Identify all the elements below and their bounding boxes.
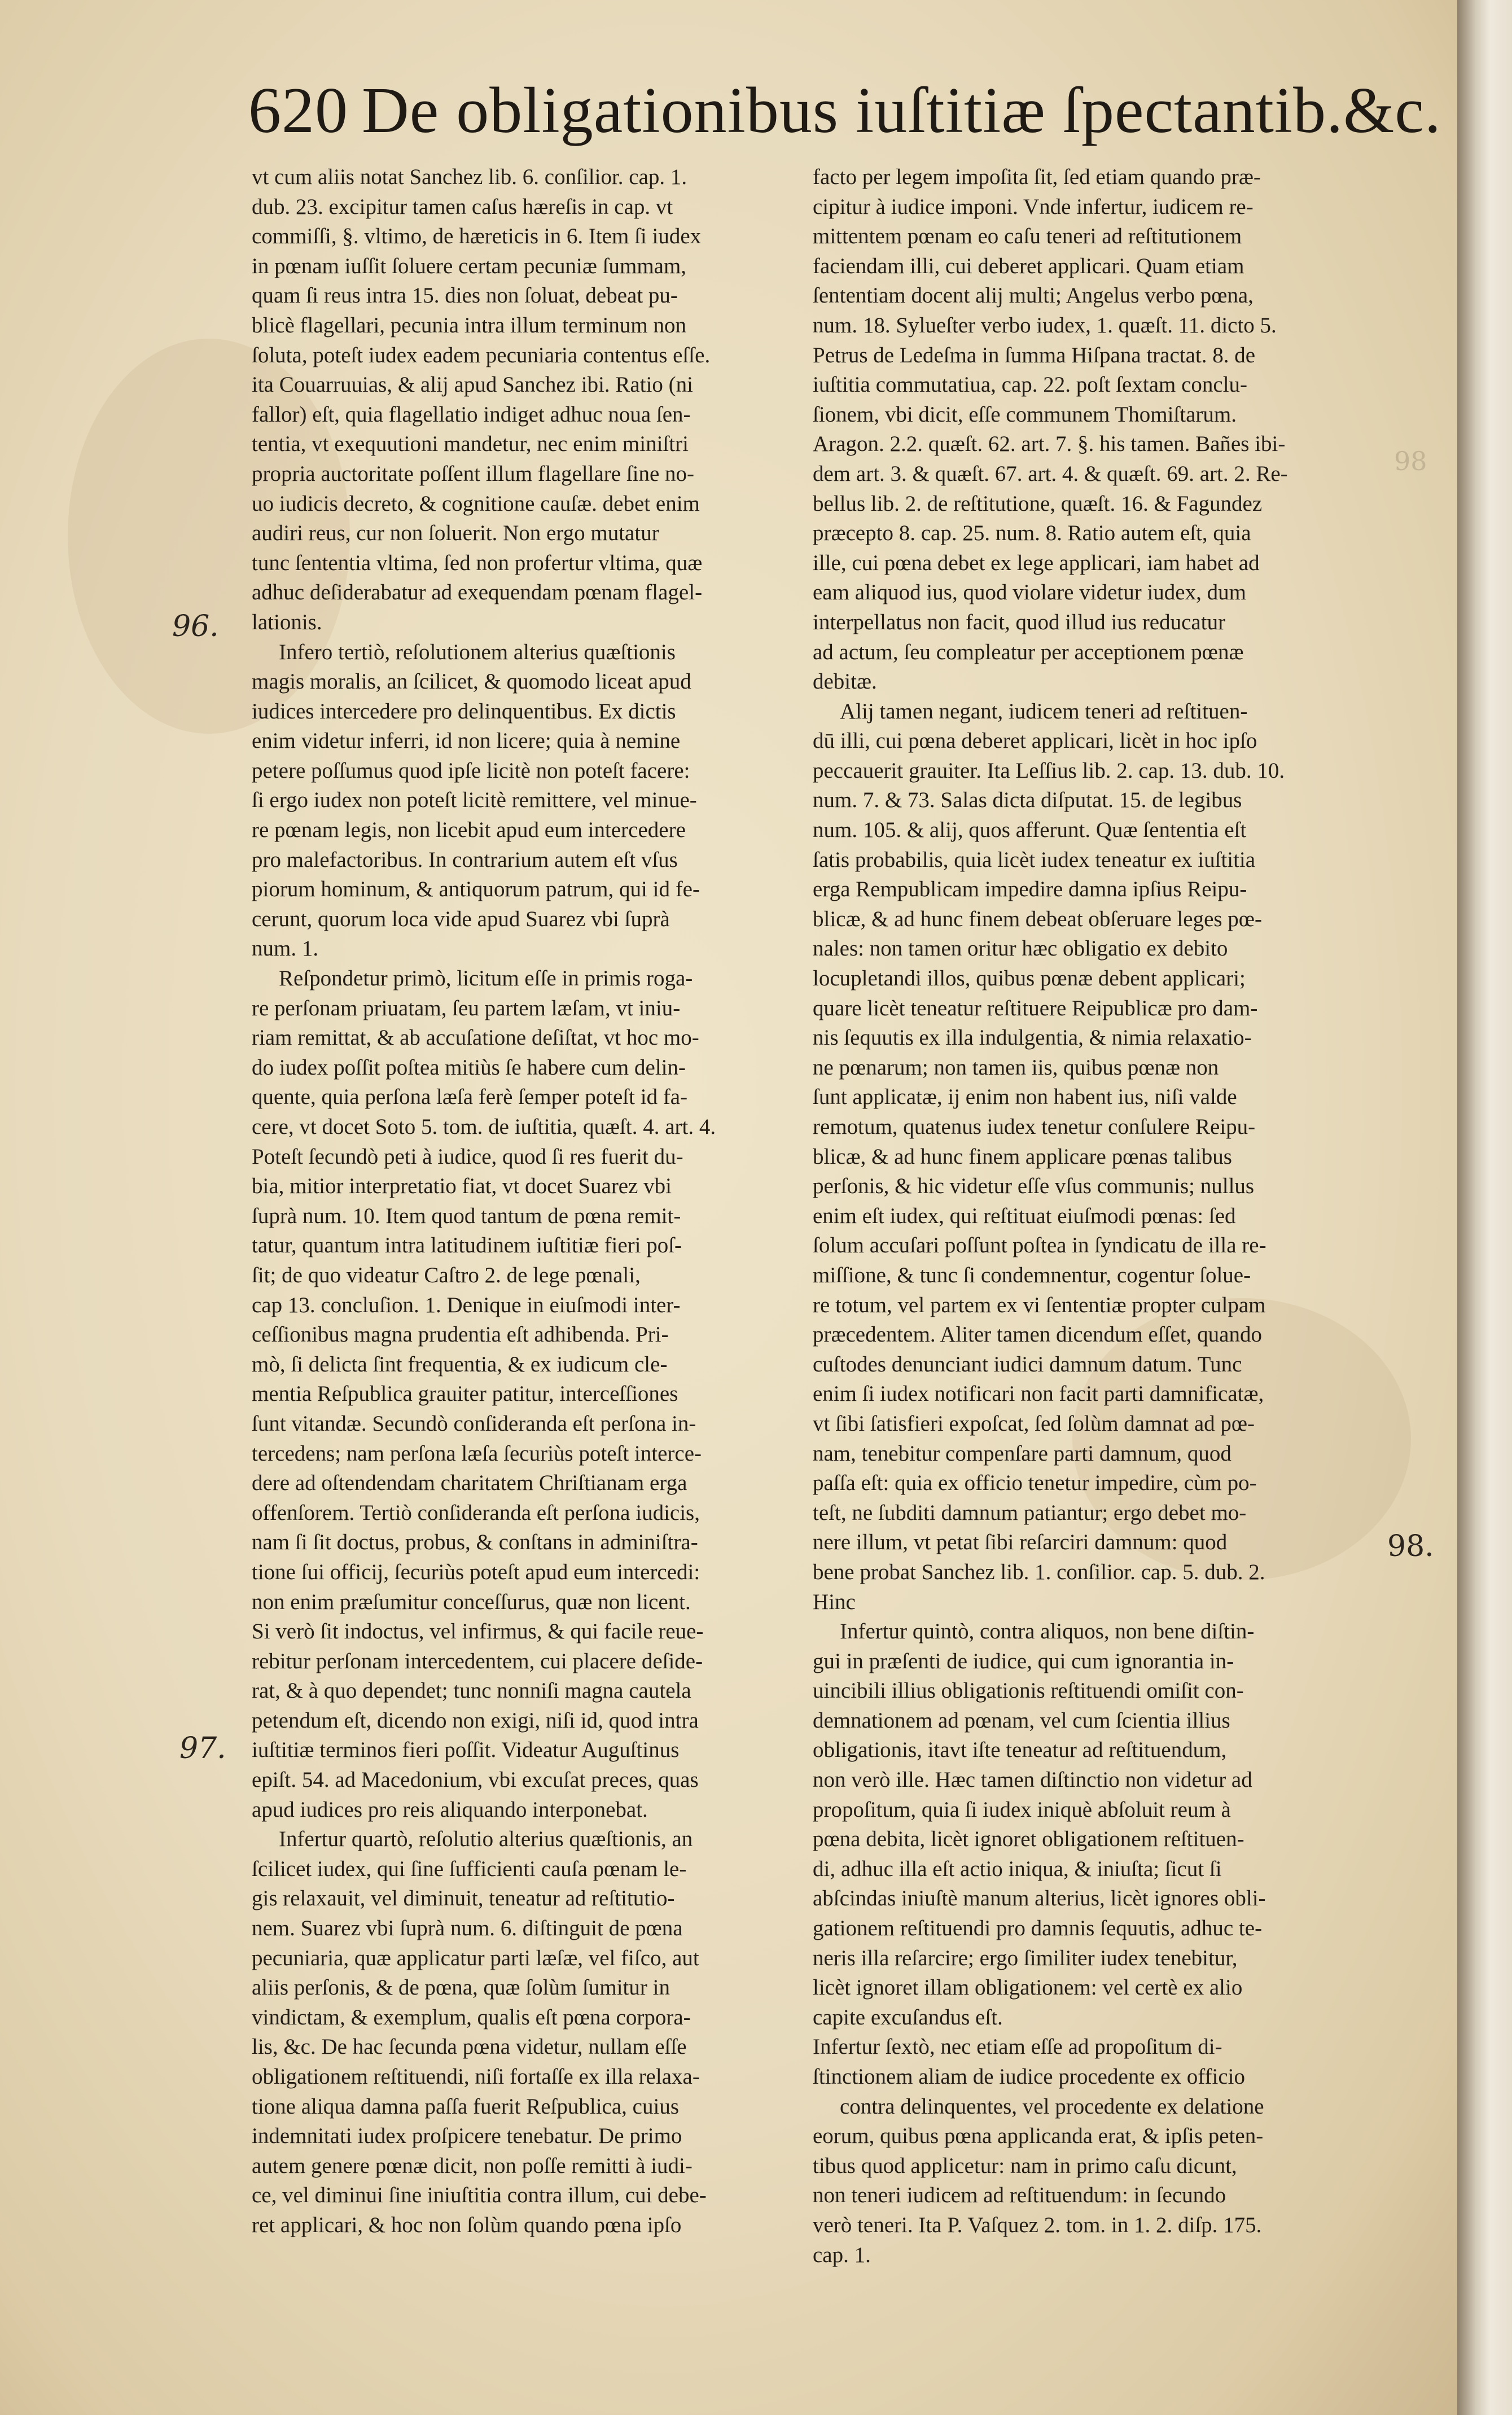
text-line: quente, quia perſona læſa ferè ſemper poteſt id fa- [252, 1085, 688, 1110]
text-line: nem. Suarez vbi ſuprà num. 6. diſtinguit de pœna [252, 1916, 683, 1941]
text-line: ſolum accuſari poſſunt poſtea in ſyndicatu de illa re- [813, 1233, 1266, 1258]
text-line: quare licèt teneatur reſtituere Reipublicæ pro dam- [813, 996, 1258, 1020]
text-line: autem genere pœnæ dicit, non poſſe remitti à iudi- [252, 2153, 693, 2178]
text-line: tione aliqua damna paſſa fuerit Reſpublica, cuius [252, 2094, 679, 2119]
running-title: De obligationibus iuſtitiæ ſpectantib.&c. [362, 74, 1441, 147]
text-line: petere poſſumus quod ipſe licitè non poteſt facere: [252, 758, 690, 783]
text-line: nis ſequutis ex illa indulgentia, & nimia relaxatio- [813, 1025, 1252, 1050]
margin-number-96: 96. [172, 610, 219, 643]
text-line: ſententiam docent alij multi; Angelus verbo pœna, [813, 283, 1254, 308]
text-line: ille, cui pœna debet ex lege applicari, iam habet ad [813, 550, 1260, 575]
text-line: cap 13. concluſion. 1. Denique in eiuſmodi inter- [252, 1292, 681, 1317]
text-line: præcepto 8. cap. 25. num. 8. Ratio autem eſt, quia [813, 521, 1251, 546]
text-line: Si verò ſit indoctus, vel infirmus, & qui facile reue- [252, 1619, 704, 1644]
text-line: tercedens; nam perſona læſa ſecuriùs poteſt interce- [252, 1441, 702, 1466]
text-line: do iudex poſſit poſtea mitiùs ſe habere cum delin- [252, 1055, 686, 1080]
text-line: quam ſi reus intra 15. dies non ſoluat, debeat pu- [252, 283, 678, 308]
text-line: peccauerit grauiter. Ita Leſſius lib. 2. cap. 13. dub. 10. [813, 758, 1285, 783]
text-line: ne pœnarum; non tamen iis, quibus pœnæ non [813, 1055, 1219, 1080]
text-line: num. 7. & 73. Salas dicta diſputat. 15. de legibus [813, 788, 1242, 813]
text-line: ſatis probabilis, quia licèt iudex teneatur ex iuſtitia [813, 847, 1256, 872]
text-line: eorum, quibus pœna applicanda erat, & ipſis peten- [813, 2124, 1264, 2149]
text-line: num. 18. Sylueſter verbo iudex, 1. quæſt. 11. dicto 5. [813, 313, 1277, 338]
text-line: cuſtodes denunciant iudici damnum datum. Tunc [813, 1352, 1242, 1377]
text-line: bia, mitior interpretatio fiat, vt docet Suarez vbi [252, 1174, 672, 1199]
text-line: paſſa eſt: quia ex officio tenetur impedire, cùm po- [813, 1471, 1257, 1496]
text-line: ſunt applicatæ, ij enim non habent ius, niſi valde [813, 1085, 1237, 1110]
text-line: iuſtitiæ terminos fieri poſſit. Videatur Auguſtinus [252, 1738, 680, 1763]
text-line: di, adhuc illa eſt actio iniqua, & iniuſta; ſicut ſi [813, 1856, 1222, 1881]
text-line: bene probat Sanchez lib. 1. conſilior. cap. 5. dub. 2. [813, 1559, 1265, 1584]
text-line: re pœnam legis, non licebit apud eum intercedere [252, 818, 686, 843]
text-line: tibus quod applicetur: nam in primo caſu dicunt, [813, 2153, 1237, 2178]
margin-number-faint: 98 [1394, 446, 1427, 476]
text-line: ſionem, vbi dicit, eſſe communem Thomiſtarum. [813, 402, 1237, 427]
text-line: ad actum, ſeu compleatur per acceptionem pœnæ [813, 639, 1244, 664]
text-line: Infertur quintò, contra aliquos, non bene diſtin- [840, 1619, 1255, 1644]
text-line: interpellatus non facit, quod illud ius reducatur [813, 610, 1226, 634]
text-line: Alij tamen negant, iudicem teneri ad reſtituen- [840, 699, 1248, 724]
text-line: aliis perſonis, & de pœna, quæ ſolùm ſumitur in [252, 1975, 670, 2000]
text-line: locupletandi illos, quibus pœnæ debent applicari; [813, 966, 1246, 991]
text-line: miſſione, & tunc ſi condemnentur, cogentur ſolue- [813, 1263, 1251, 1287]
text-line: lis, &c. De hac ſecunda pœna videtur, nullam eſſe [252, 2035, 687, 2059]
text-line: ſtinctionem aliam de iudice procedente ex officio [813, 2065, 1245, 2089]
text-line: apud iudices pro reis aliquando interponebat. [252, 1797, 648, 1822]
text-line: gui in præſenti de iudice, qui cum ignorantia in- [813, 1649, 1234, 1673]
text-line: dere ad oſtendendam charitatem Chriſtianam erga [252, 1471, 687, 1496]
text-line: ita Couarruuias, & alij apud Sanchez ibi. Ratio (ni [252, 372, 693, 397]
text-line: re totum, vel partem ex vi ſententiæ propter culpam [813, 1292, 1266, 1317]
text-line: petendum eſt, dicendo non exigi, niſi id, quod intra [252, 1708, 699, 1733]
text-line: Hinc [813, 1589, 856, 1614]
text-line: in pœnam iuſſit ſoluere certam pecuniæ ſummam, [252, 253, 687, 278]
left-text-column [252, 163, 781, 2241]
text-line: nam, tenebitur compenſare parti damnum, quod [813, 1441, 1231, 1466]
text-line: offenſorem. Tertiò conſideranda eſt perſona iudicis, [252, 1500, 700, 1525]
text-line: num. 105. & alij, quos afferunt. Quæ ſententia eſt [813, 818, 1247, 843]
right-text-column [813, 163, 1355, 2270]
text-line: ſcilicet iudex, qui ſine ſufficienti cauſa pœnam le- [252, 1856, 687, 1881]
next-page-edge [1457, 0, 1512, 2415]
text-line: nere illum, vt petat ſibi reſarciri damnum: quod [813, 1530, 1228, 1555]
text-line: vt ſibi ſatisfieri expoſcat, ſed ſolùm damnat ad pœ- [813, 1411, 1255, 1436]
text-line: demnationem ad pœnam, vel cum ſcientia illius [813, 1708, 1230, 1733]
text-line: blicè flagellari, pecunia intra illum terminum non [252, 313, 687, 338]
text-line: propoſitum, quia ſi iudex iniquè abſoluit reum à [813, 1797, 1231, 1822]
text-line: enim eſt iudex, qui reſtituat eiuſmodi pœnas: ſed [813, 1203, 1236, 1228]
text-line: blicæ, & ad hunc finem applicare pœnas talibus [813, 1144, 1232, 1169]
text-line: neris illa reſarcire; ergo ſimiliter iudex tenebitur, [813, 1945, 1238, 1970]
text-line: licèt ignoret illam obligationem: vel certè ex alio [813, 1975, 1243, 2000]
text-line: ſuprà num. 10. Item quod tantum de pœna remit- [252, 1203, 681, 1228]
text-line: enim videtur inferri, id non licere; quia à nemine [252, 729, 681, 753]
text-line: cere, vt docet Soto 5. tom. de iuſtitia, quæſt. 4. art. 4. [252, 1115, 716, 1139]
text-line: facto per legem impoſita ſit, ſed etiam quando præ- [813, 165, 1261, 189]
text-line: Infertur quartò, reſolutio alterius quæſtionis, an [279, 1827, 693, 1852]
text-line: audiri reus, cur non ſoluerit. Non ergo mutatur [252, 521, 659, 546]
text-line: faciendam illi, cui deberet applicari. Quam etiam [813, 253, 1244, 278]
text-line: dub. 23. excipitur tamen caſus hæreſis in cap. vt [252, 194, 673, 219]
text-line: tione ſui officij, ſecuriùs poteſt apud eum intercedi: [252, 1559, 700, 1584]
text-line: obligationem reſtituendi, niſi fortaſſe ex illa relaxa- [252, 2065, 700, 2089]
text-line: vt cum aliis notat Sanchez lib. 6. conſilior. cap. 1. [252, 165, 687, 189]
text-line: iudices intercedere pro delinquentibus. Ex dictis [252, 699, 676, 724]
text-line: nales: non tamen oritur hæc obligatio ex debito [813, 936, 1228, 961]
text-line: num. 1. [252, 936, 319, 961]
text-line: iuſtitia commutatiua, cap. 22. poſt ſextam conclu- [813, 372, 1248, 397]
text-line: rebitur perſonam intercedentem, cui placere deſide- [252, 1649, 703, 1673]
text-line: riam remittat, & ab accuſatione deſiſtat, vt hoc mo- [252, 1025, 699, 1050]
text-line: ſit; de quo videatur Caſtro 2. de lege pœnali, [252, 1263, 641, 1287]
text-line: re perſonam priuatam, ſeu partem læſam, vt iniu- [252, 996, 681, 1020]
page-header [248, 73, 1441, 158]
text-line: Reſpondetur primò, licitum eſſe in primis roga- [279, 966, 693, 991]
text-line: tunc ſententia vltima, ſed non profertur vltima, quæ [252, 550, 703, 575]
text-line: verò teneri. Ita P. Vaſquez 2. tom. in 1. 2. diſp. 175. [813, 2212, 1262, 2237]
text-line: non verò ille. Hæc tamen diſtinctio non videtur ad [813, 1768, 1252, 1792]
text-line: Infertur ſextò, nec etiam eſſe ad propoſitum di- [813, 2035, 1222, 2059]
text-line: commiſſi, §. vltimo, de hæreticis in 6. Item ſi iudex [252, 224, 702, 249]
text-line: perſonis, & hic videtur eſſe vſus communis; nullus [813, 1174, 1255, 1199]
text-line: Poteſt ſecundò peti à iudice, quod ſi res fuerit du- [252, 1144, 683, 1169]
text-line: fallor) eſt, quia flagellatio indiget adhuc noua ſen- [252, 402, 691, 427]
text-line: debitæ. [813, 669, 877, 694]
text-line: obligationis, itavt iſte teneatur ad reſtituendum, [813, 1738, 1227, 1763]
text-line: gationem reſtituendi pro damnis ſequutis, adhuc te- [813, 1916, 1263, 1941]
text-line: cap. 1. [813, 2242, 871, 2267]
text-line: abſcindas iniuſtè manum alterius, licèt ignores obli- [813, 1886, 1266, 1911]
text-line: magis moralis, an ſcilicet, & quomodo liceat apud [252, 669, 691, 694]
text-line: tatur, quantum intra latitudinem iuſtitiæ fieri poſ- [252, 1233, 682, 1258]
text-line: non teneri iudicem ad reſtituendum: in ſecundo [813, 2183, 1226, 2208]
text-line: piorum hominum, & antiquorum patrum, qui id fe- [252, 877, 700, 902]
text-line: ſunt vitandæ. Secundò conſideranda eſt perſona in- [252, 1411, 696, 1436]
margin-number-98: 98. [1387, 1529, 1434, 1563]
text-line: contra delinquentes, vel procedente ex delatione [840, 2094, 1264, 2119]
text-line: mentia Reſpublica grauiter patitur, interceſſiones [252, 1382, 678, 1406]
text-line: cipitur à iudice imponi. Vnde infertur, iudicem re- [813, 194, 1254, 219]
text-line: mittentem pœnam eo caſu teneri ad reſtitutionem [813, 224, 1242, 249]
text-line: blicæ, & ad hunc finem debeat obſeruare leges pœ- [813, 906, 1262, 931]
text-line: propria auctoritate poſſent illum flagellare ſine no- [252, 461, 695, 486]
text-line: remotum, quatenus iudex tenetur conſulere Reipu- [813, 1115, 1256, 1139]
text-line: ceſſionibus magna prudentia eſt adhibenda. Pri- [252, 1322, 669, 1347]
text-line: cerunt, quorum loca vide apud Suarez vbi ſuprà [252, 906, 670, 931]
text-line: ret applicari, & hoc non ſolùm quando pœna ipſo [252, 2212, 682, 2237]
text-line: vindictam, & exemplum, qualis eſt pœna corpora- [252, 2005, 691, 2030]
text-line: gis relaxauit, vel diminuit, teneatur ad reſtitutio- [252, 1886, 675, 1911]
text-line: tentia, vt exequutioni mandetur, nec enim miniſtri [252, 432, 689, 457]
text-line: adhuc deſiderabatur ad exequendam pœnam flagel- [252, 580, 703, 605]
text-line: Infero tertiò, reſolutionem alterius quæſtionis [279, 639, 676, 664]
margin-number-97: 97. [179, 1732, 226, 1765]
text-line: dū illi, cui pœna deberet applicari, licèt in hoc ipſo [813, 729, 1257, 753]
text-line: pecuniaria, quæ applicatur parti læſæ, vel fiſco, aut [252, 1945, 699, 1970]
text-line: Petrus de Ledeſma in ſumma Hiſpana tractat. 8. de [813, 343, 1256, 367]
text-line: pœna debita, licèt ignoret obligationem reſtituen- [813, 1827, 1244, 1852]
text-line: lationis. [252, 610, 322, 634]
text-line: ce, vel diminui ſine iniuſtitia contra illum, cui debe- [252, 2183, 707, 2208]
text-line: pro malefactoribus. In contrarium autem eſt vſus [252, 847, 678, 872]
text-line: nam ſi ſit doctus, probus, & conſtans in adminiſtra- [252, 1530, 698, 1555]
text-line: ſoluta, poteſt iudex eadem pecuniaria contentus eſſe. [252, 343, 711, 367]
text-line: erga Rempublicam impedire damna ipſius Reipu- [813, 877, 1247, 902]
text-line: præcedentem. Aliter tamen dicendum eſſet, quando [813, 1322, 1262, 1347]
text-line: rat, & à quo dependet; tunc nonniſi magna cautela [252, 1678, 691, 1703]
text-line: capite excuſandus eſt. [813, 2005, 1003, 2030]
text-line: indemnitati iudex proſpicere tenebatur. De primo [252, 2124, 682, 2149]
text-line: epiſt. 54. ad Macedonium, vbi excuſat preces, quas [252, 1768, 699, 1792]
text-line: teſt, ne ſubditi damnum patiantur; ergo debet mo- [813, 1500, 1247, 1525]
page-number: 620 [248, 74, 348, 147]
text-line: bellus lib. 2. de reſtitutione, quæſt. 16. & Fagundez [813, 491, 1263, 516]
text-line: dem art. 3. & quæſt. 67. art. 4. & quæſt. 69. art. 2. Re- [813, 461, 1288, 486]
text-line: mò, ſi delicta ſint frequentia, & ex iudicum cle- [252, 1352, 668, 1377]
text-line: non enim præſumitur conceſſurus, quæ non licent. [252, 1589, 691, 1614]
text-line: uo iudicis decreto, & cognitione cauſæ. debet enim [252, 491, 700, 516]
text-line: eam aliquod ius, quod violare videtur iudex, dum [813, 580, 1246, 605]
text-line: enim ſi iudex notificari non facit parti damnificatæ, [813, 1382, 1264, 1406]
text-line: Aragon. 2.2. quæſt. 62. art. 7. §. his tamen. Bañes ibi- [813, 432, 1286, 457]
text-line: ſi ergo iudex non poteſt licitè remittere, vel minue- [252, 788, 697, 813]
text-line: uincibili illius obligationis reſtituendi omiſit con- [813, 1678, 1244, 1703]
